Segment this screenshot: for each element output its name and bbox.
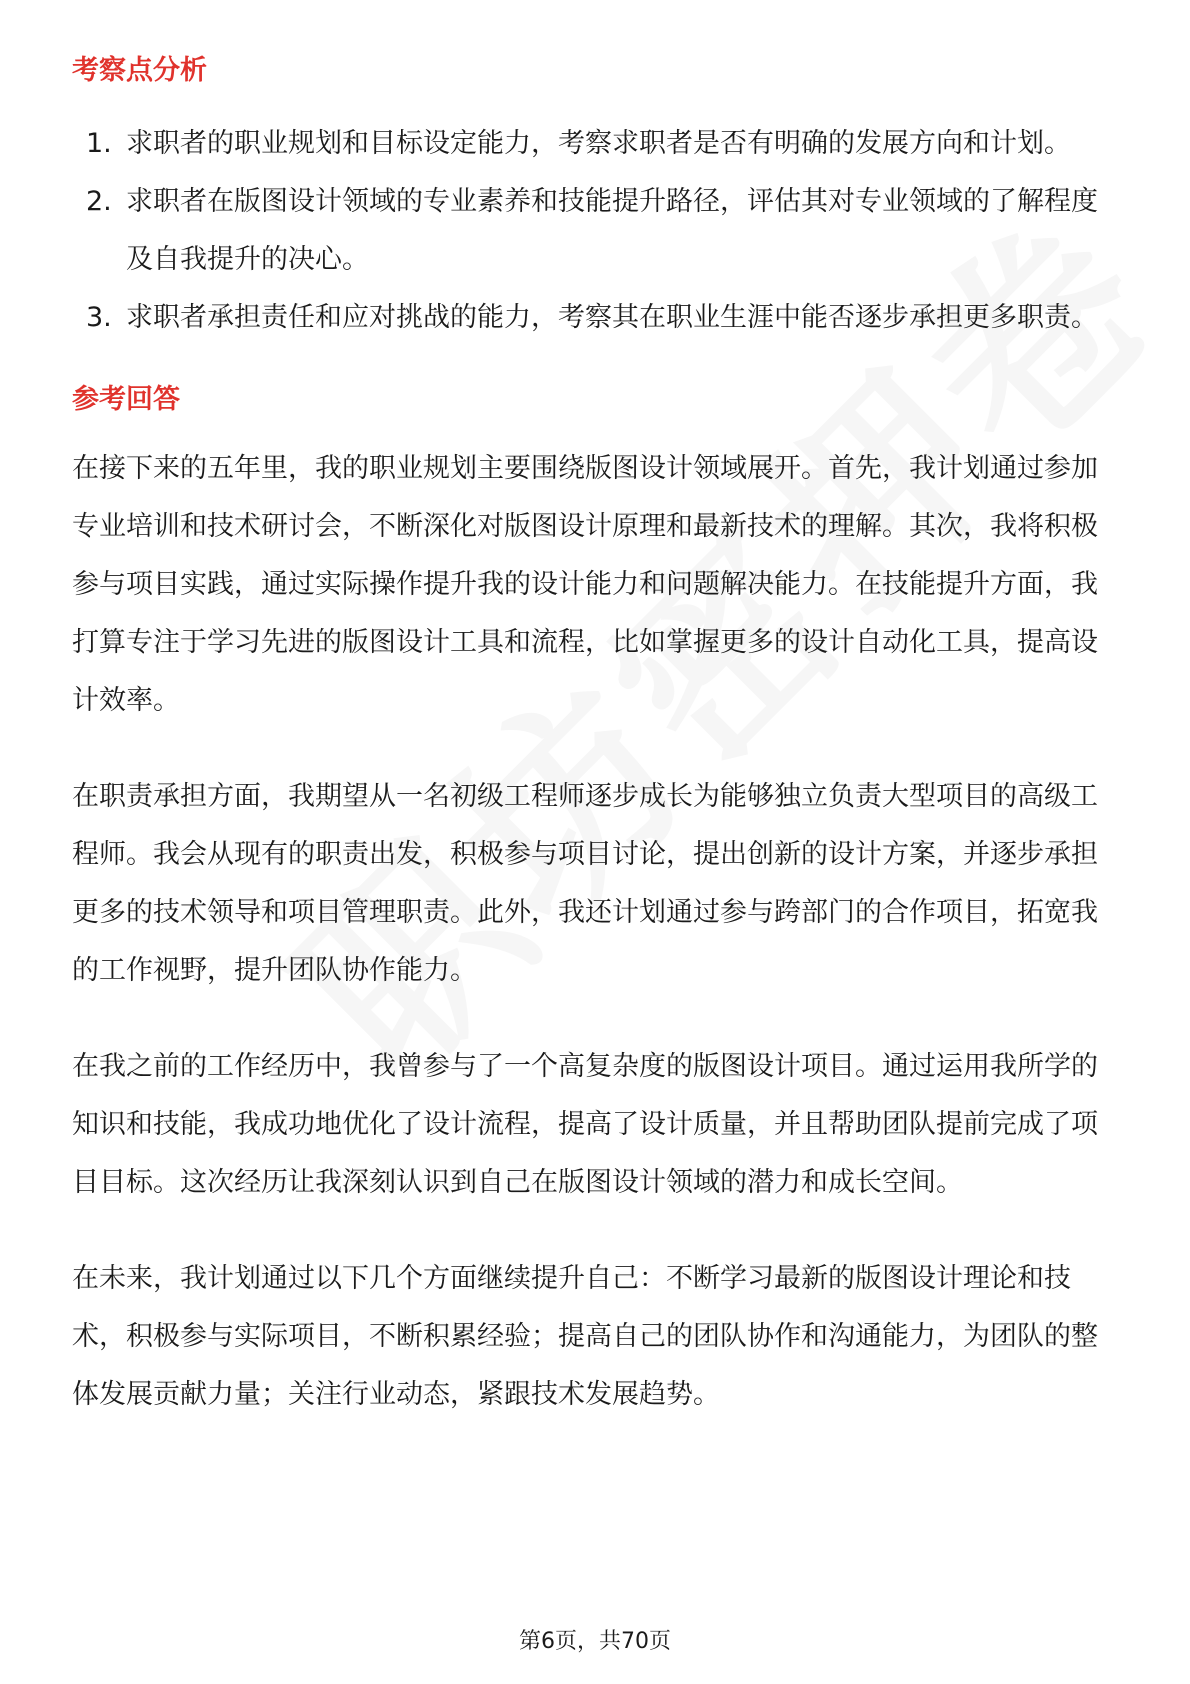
list-item-text: 求职者的职业规划和目标设定能力，考察求职者是否有明确的发展方向和计划。 (126, 128, 1071, 159)
list-item (72, 173, 1118, 289)
analysis-list (72, 115, 1118, 347)
list-item-text: 求职者承担责任和应对挑战的能力，考察其在职业生涯中能否逐步承担更多职责。 (126, 302, 1098, 333)
page-content (72, 44, 1118, 1424)
section-title-reference-answer: 参考回答 (72, 384, 180, 415)
list-item (72, 115, 1118, 173)
list-item-number: 2. (86, 186, 112, 217)
page-number-footer: 第6页，共70页 (519, 1629, 671, 1654)
list-item (72, 289, 1118, 347)
list-item-number: 1. (86, 128, 112, 159)
answer-paragraph: 在未来，我计划通过以下几个方面继续提升自己：不断学习最新的版图设计理论和技术，积极参与实际项目，不断积累经验；提高自己的团队协作和沟通能力，为团队的整体发展贡献力量；关注行业动态，紧跟技术发展趋势。 (72, 1263, 1098, 1410)
answer-paragraph: 在接下来的五年里，我的职业规划主要围绕版图设计领域展开。首先，我计划通过参加专业培训和技术研讨会，不断深化对版图设计原理和最新技术的理解。其次，我将积极参与项目实践，通过实际操作提升我的设计能力和问题解决能力。在技能提升方面，我打算专注于学习先进的版图设计工具和流程，比如掌握更多的设计自动化工具，提高设计效率。 (72, 453, 1098, 716)
list-item-text: 求职者在版图设计领域的专业素养和技能提升路径，评估其对专业领域的了解程度及自我提升的决心。 (126, 186, 1098, 275)
list-item-number: 3. (86, 302, 112, 333)
section-title-analysis: 考察点分析 (72, 55, 207, 86)
answer-paragraph: 在我之前的工作经历中，我曾参与了一个高复杂度的版图设计项目。通过运用我所学的知识和技能，我成功地优化了设计流程，提高了设计质量，并且帮助团队提前完成了项目目标。这次经历让我深刻认识到自己在版图设计领域的潜力和成长空间。 (72, 1051, 1098, 1198)
answer-paragraph: 在职责承担方面，我期望从一名初级工程师逐步成长为能够独立负责大型项目的高级工程师。我会从现有的职责出发，积极参与项目讨论，提出创新的设计方案，并逐步承担更多的技术领导和项目管理职责。此外，我还计划通过参与跨部门的合作项目，拓宽我的工作视野，提升团队协作能力。 (72, 781, 1098, 986)
